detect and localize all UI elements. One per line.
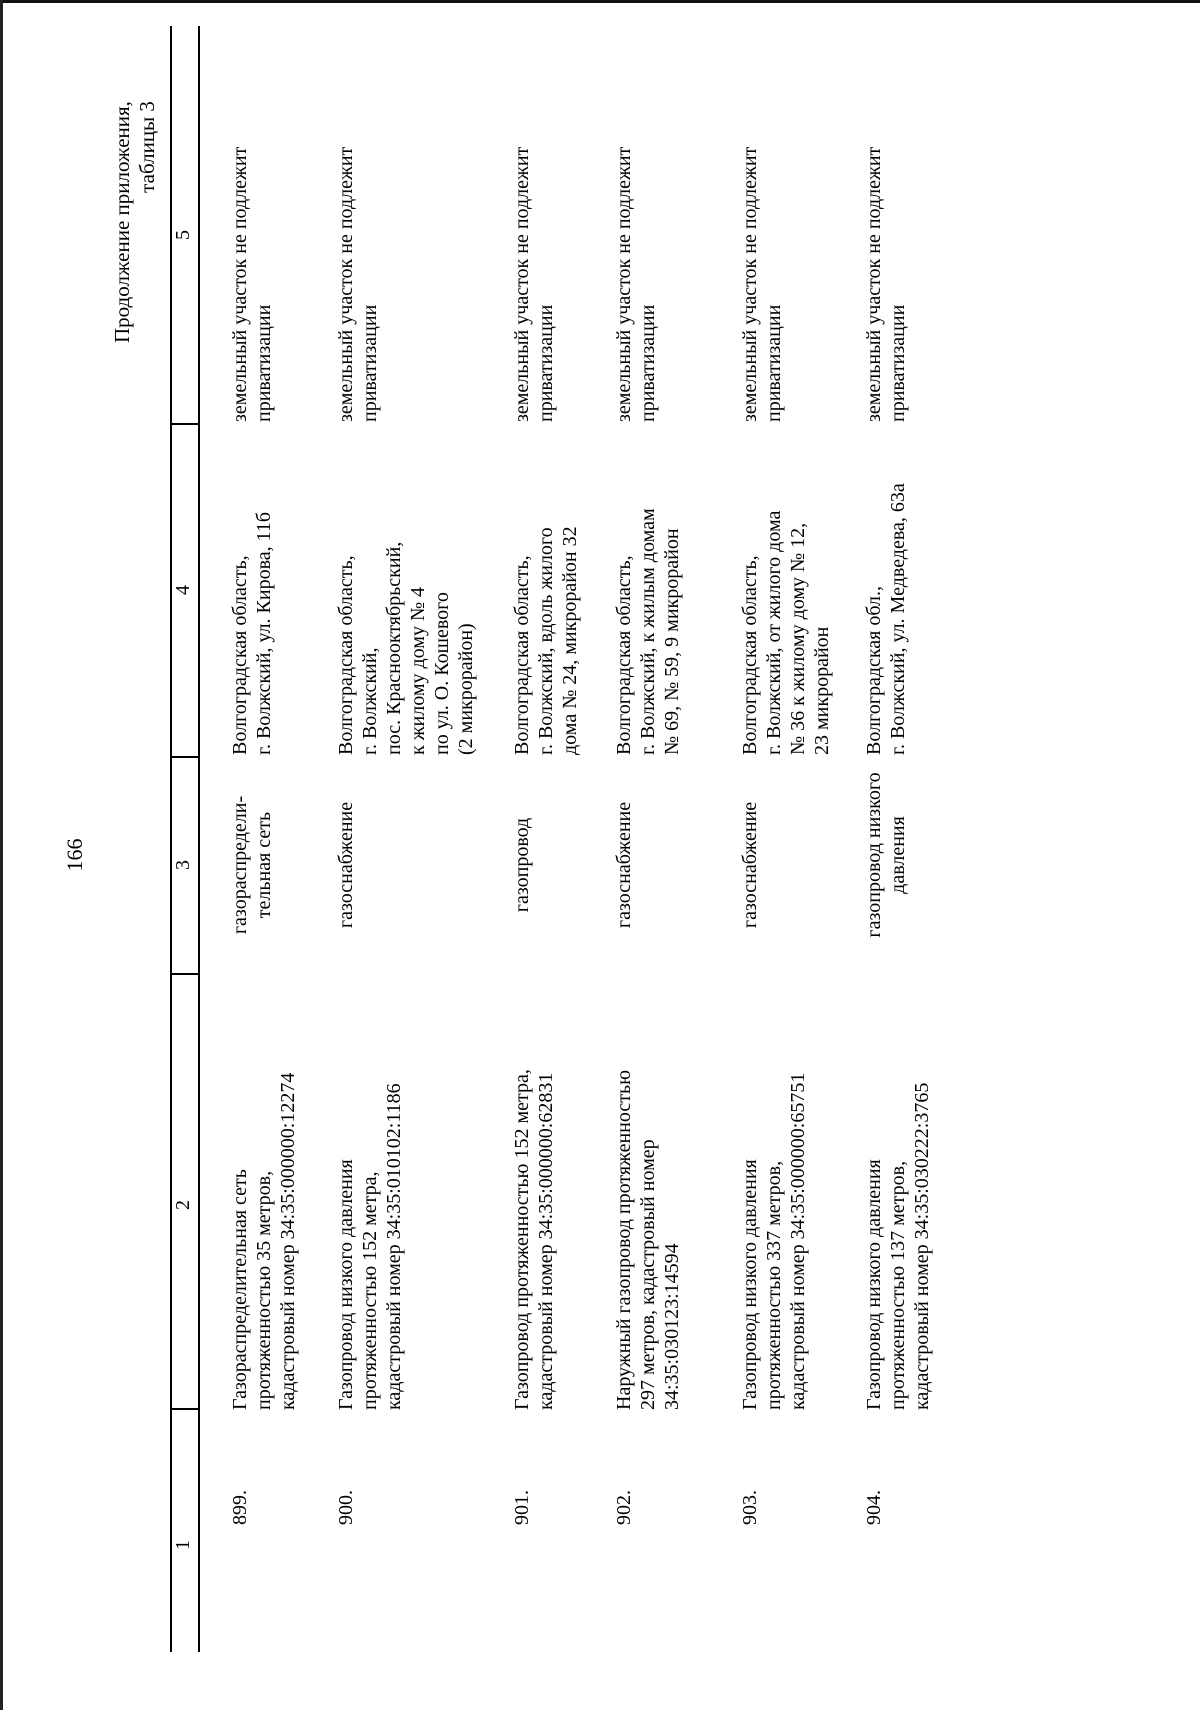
object-type-line: газоснабжение: [613, 801, 635, 929]
row-number: 899.: [229, 1490, 251, 1525]
column-number-1: 1: [172, 1540, 194, 1550]
object-type-line: газопровод низкого: [863, 772, 885, 938]
object-note-line: земельный участок не подлежит: [335, 146, 357, 422]
object-address-line: к жилому дому № 4: [407, 586, 429, 755]
object-address-line: 23 микрорайон: [811, 626, 833, 755]
object-name: [228, 1073, 300, 1410]
object-note: [228, 147, 276, 422]
object-address-line: (2 микрорайон): [455, 623, 477, 755]
object-type: [334, 775, 358, 955]
object-name: [738, 1073, 810, 1410]
object-name-line: протяженностью 137 метров,: [887, 1160, 909, 1410]
object-name-line: 34:35:030123:14594: [661, 1243, 683, 1410]
object-name: [510, 1069, 558, 1410]
object-name-line: протяженностью 35 метров,: [253, 1170, 275, 1410]
object-name-line: Газораспределительная сеть: [229, 1169, 251, 1410]
object-note-line: приватизации: [535, 304, 557, 422]
row-number: 902.: [613, 1490, 635, 1525]
object-address: [334, 542, 478, 755]
object-name-line: протяженностью 337 метров,: [763, 1160, 785, 1410]
row-number: 903.: [739, 1490, 761, 1525]
object-note-line: приватизации: [763, 304, 785, 422]
object-name-line: Наружный газопровод протяженностью: [613, 1069, 635, 1410]
object-name-line: 297 метров, кадастровый номер: [637, 1139, 659, 1410]
column-number-5: 5: [172, 230, 194, 240]
object-address-line: пос. Краснооктябрьский,: [383, 541, 405, 755]
object-name-line: Газопровод низкого давления: [863, 1159, 885, 1410]
object-name: [612, 1070, 684, 1410]
object-address-line: Волгоградская обл.,: [863, 585, 885, 755]
object-note-line: приватизации: [359, 304, 381, 422]
object-note-line: приватизации: [887, 304, 909, 422]
object-type: [862, 755, 910, 955]
object-type: [612, 775, 636, 955]
object-address: [862, 483, 910, 755]
object-note-line: приватизации: [637, 304, 659, 422]
object-name-line: кадастровый номер 34:35:000000:12274: [277, 1072, 299, 1410]
object-note-line: земельный участок не подлежит: [511, 146, 533, 422]
object-address-line: Волгоградская область,: [229, 555, 251, 755]
object-note: [862, 147, 910, 422]
object-name-line: Газопровод низкого давления: [739, 1159, 761, 1410]
object-address-line: Волгоградская область,: [739, 555, 761, 755]
object-note-line: земельный участок не подлежит: [613, 146, 635, 422]
col-divider-1-2: [170, 1408, 200, 1410]
object-type-line: газораспредели-: [229, 795, 251, 935]
column-number-3: 3: [172, 860, 194, 870]
object-address-line: Волгоградская область,: [335, 555, 357, 755]
object-note-line: земельный участок не подлежит: [229, 146, 251, 422]
object-name-line: протяженностью 152 метра,: [359, 1171, 381, 1410]
object-address-line: дома № 24, микрорайон 32: [559, 526, 581, 755]
object-address-line: Волгоградская область,: [613, 555, 635, 755]
object-note: [612, 147, 660, 422]
object-name-line: кадастровый номер 34:35:010102:1186: [383, 1083, 405, 1410]
object-note-line: земельный участок не подлежит: [863, 146, 885, 422]
object-address-line: г. Волжский, ул. Медведева, 63а: [887, 483, 909, 755]
object-address: [510, 526, 582, 755]
object-name: [334, 1083, 406, 1410]
object-address: [228, 512, 276, 755]
col-divider-3-4: [170, 756, 200, 758]
object-address-line: г. Волжский, вдоль жилого: [535, 527, 557, 755]
object-address-line: № 69, № 59, 9 микрорайон: [661, 528, 683, 755]
object-note: [738, 147, 786, 422]
continuation-line-2: таблицы 3: [135, 101, 159, 193]
object-address-line: г. Волжский, от жилого дома: [763, 510, 785, 755]
object-address-line: по ул. О. Кошевого: [431, 592, 453, 755]
object-type-line: газопровод: [511, 817, 533, 913]
object-address-line: г. Волжский,: [359, 647, 381, 755]
object-address-line: г. Волжский, к жилым домам: [637, 508, 659, 755]
object-address: [612, 508, 684, 755]
column-number-2: 2: [172, 1200, 194, 1210]
object-type-line: газоснабжение: [739, 801, 761, 929]
object-note: [334, 147, 382, 422]
row-number: 901.: [511, 1490, 533, 1525]
object-note: [510, 147, 558, 422]
object-address-line: № 36 к жилому дому № 12,: [787, 522, 809, 755]
object-name-line: кадастровый номер 34:35:000000:62831: [535, 1072, 557, 1410]
object-type: [738, 775, 762, 955]
object-type: [228, 775, 276, 955]
page-number: 166: [62, 838, 87, 872]
object-type-line: давления: [887, 816, 909, 894]
continuation-line-1: Продолжение приложения,: [110, 101, 134, 343]
object-name-line: кадастровый номер 34:35:030222:3765: [911, 1082, 933, 1410]
object-note-line: земельный участок не подлежит: [739, 146, 761, 422]
object-address: [738, 511, 834, 755]
object-name-line: Газопровод протяженностью 152 метра,: [511, 1069, 533, 1410]
continuation-note: [110, 101, 160, 343]
row-number: 904.: [863, 1490, 885, 1525]
col-divider-4-5: [170, 423, 200, 425]
object-type: [510, 775, 534, 955]
row-number: 900.: [335, 1490, 357, 1525]
object-address-line: г. Волжский, ул. Кирова, 11б: [253, 511, 275, 755]
object-type-line: газоснабжение: [335, 801, 357, 929]
col-divider-2-3: [170, 973, 200, 975]
object-note-line: приватизации: [253, 304, 275, 422]
object-type-line: тельная сеть: [253, 811, 275, 919]
column-number-4: 4: [172, 585, 194, 595]
object-name-line: кадастровый номер 34:35:000000:65751: [787, 1072, 809, 1410]
object-name-line: Газопровод низкого давления: [335, 1159, 357, 1410]
object-address-line: Волгоградская область,: [511, 555, 533, 755]
object-name: [862, 1083, 934, 1410]
